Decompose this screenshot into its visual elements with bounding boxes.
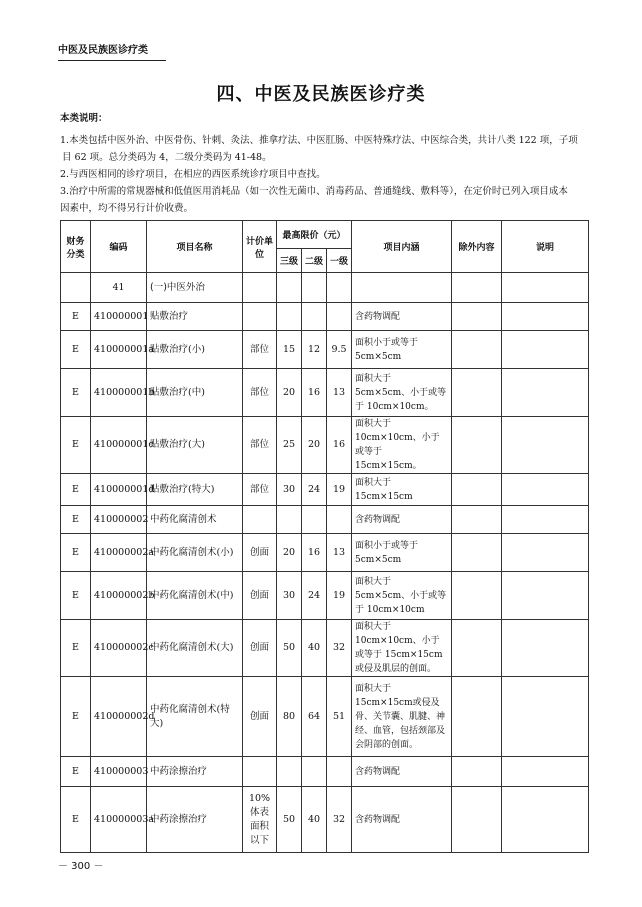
table-row [61,506,589,534]
cell-price-level2: 20 [302,417,327,474]
cell-content: 面积大于15cm×15cm或侵及骨、关节囊、肌腱、神经、血管，包括颈部及会阴部的创面。 [352,677,452,757]
cell-content: 面积大于 10cm×10cm、小于或等于 15cm×15cm。 [352,417,452,474]
table-row [61,534,589,572]
table-row [61,787,589,853]
cell-notes [502,787,589,853]
cell-notes [502,417,589,474]
header-max-price: 最高限价（元） [277,221,352,249]
cell-notes [502,303,589,331]
cell-unit: 部位 [243,369,277,417]
cell-category [61,273,91,303]
cell-price-level2: 24 [302,572,327,620]
cell-notes [502,506,589,534]
cell-excluded [452,620,502,677]
cell-content [352,273,452,303]
cell-category: E [61,474,91,506]
table-row [61,273,589,303]
cell-price-level1 [327,273,352,303]
table-row [61,757,589,787]
cell-excluded [452,331,502,369]
cell-notes [502,757,589,787]
cell-price-level2: 16 [302,369,327,417]
cell-unit [243,303,277,331]
cell-category: E [61,534,91,572]
cell-unit: 创面 [243,677,277,757]
cell-unit: 创面 [243,534,277,572]
cell-code: 410000002a [91,534,147,572]
table-row [61,474,589,506]
header-level1: 一级 [327,249,352,273]
table-row [61,620,589,677]
running-header: 中医及民族医诊疗类 [58,44,166,61]
cell-code: 410000001d [91,474,147,506]
table-row [61,572,589,620]
cell-category: E [61,417,91,474]
cell-excluded [452,417,502,474]
cell-notes [502,474,589,506]
table-row [61,677,589,757]
cell-excluded [452,534,502,572]
table-row [61,417,589,474]
cell-content: 含药物调配 [352,303,452,331]
cell-price-level2: 12 [302,331,327,369]
cell-price-level1: 51 [327,677,352,757]
header-content: 项目内涵 [352,221,452,273]
cell-notes [502,369,589,417]
cell-name: 贴敷治疗(大) [147,417,243,474]
cell-name: 贴敷治疗 [147,303,243,331]
cell-name: 贴敷治疗(小) [147,331,243,369]
cell-notes [502,331,589,369]
cell-excluded [452,506,502,534]
cell-excluded [452,677,502,757]
cell-unit: 创面 [243,572,277,620]
cell-unit: 创面 [243,620,277,677]
note-1: 1.本类包括中医外治、中医骨伤、针刺、灸法、推拿疗法、中医肛肠、中医特殊疗法、中医综合类，共计八类 122 项，子项 [60,135,578,146]
cell-code: 410000001c [91,417,147,474]
cell-price-level3 [277,506,302,534]
cell-content: 面积大于 5cm×5cm、小于或等于 10cm×10cm [352,572,452,620]
cell-code: 410000003a [91,787,147,853]
cell-code: 410000003 [91,757,147,787]
cell-name: (一)中医外治 [147,273,243,303]
cell-price-level3: 20 [277,369,302,417]
cell-unit: 10%体表面积以下 [243,787,277,853]
cell-content: 面积小于或等于 5cm×5cm [352,534,452,572]
cell-notes [502,677,589,757]
cell-name: 中药涂擦治疗 [147,787,243,853]
cell-price-level3: 15 [277,331,302,369]
cell-category: E [61,677,91,757]
table-row [61,303,589,331]
cell-code: 410000001b [91,369,147,417]
cell-price-level3 [277,303,302,331]
page-title: 四、中医及民族医诊疗类 [216,84,426,105]
cell-excluded [452,572,502,620]
header-notes: 说明 [502,221,589,273]
cell-price-level2: 24 [302,474,327,506]
cell-price-level1: 32 [327,620,352,677]
cell-price-level2 [302,273,327,303]
cell-code: 410000002d [91,677,147,757]
cell-unit: 部位 [243,474,277,506]
cell-price-level3 [277,273,302,303]
cell-unit: 部位 [243,331,277,369]
cell-price-level1: 32 [327,787,352,853]
cell-excluded [452,787,502,853]
cell-price-level1 [327,506,352,534]
cell-content: 面积大于 5cm×5cm、小于或等于 10cm×10cm。 [352,369,452,417]
cell-price-level2 [302,757,327,787]
page-number: － 300 － [58,861,104,872]
cell-content: 面积大于 10cm×10cm、小于或等于 15cm×15cm或侵及肌层的创面。 [352,620,452,677]
note-1-continued: 目 62 项。总分类码为 4，二级分类码为 41-48。 [62,152,272,163]
cell-category: E [61,369,91,417]
cell-notes [502,572,589,620]
cell-price-level3: 30 [277,474,302,506]
note-3-continued: 因素中，均不得另行计价收费。 [60,203,194,214]
header-level2: 二级 [302,249,327,273]
cell-price-level1: 16 [327,417,352,474]
cell-price-level2: 16 [302,534,327,572]
cell-excluded [452,273,502,303]
header-excluded: 除外内容 [452,221,502,273]
cell-name: 贴敷治疗(特大) [147,474,243,506]
cell-excluded [452,474,502,506]
cell-name: 中药化腐清创术(小) [147,534,243,572]
cell-category: E [61,506,91,534]
cell-price-level2: 64 [302,677,327,757]
cell-code: 410000001 [91,303,147,331]
cell-price-level3 [277,757,302,787]
header-name: 项目名称 [147,221,243,273]
cell-price-level3: 20 [277,534,302,572]
header-unit: 计价单位 [243,221,277,273]
cell-price-level2 [302,303,327,331]
cell-price-level1 [327,757,352,787]
cell-code: 410000002b [91,572,147,620]
cell-code: 410000002 [91,506,147,534]
cell-price-level1: 9.5 [327,331,352,369]
cell-name: 中药化腐清创术(大) [147,620,243,677]
cell-price-level1 [327,303,352,331]
cell-name: 中药涂擦治疗 [147,757,243,787]
cell-unit [243,506,277,534]
cell-category: E [61,757,91,787]
table-row [61,369,589,417]
cell-price-level1: 19 [327,474,352,506]
cell-name: 中药化腐清创术 [147,506,243,534]
cell-notes [502,534,589,572]
fee-schedule-table [60,220,589,853]
category-notes [60,110,590,217]
cell-price-level2: 40 [302,620,327,677]
cell-category: E [61,572,91,620]
cell-price-level3: 30 [277,572,302,620]
cell-price-level3: 25 [277,417,302,474]
cell-category: E [61,620,91,677]
cell-price-level1: 19 [327,572,352,620]
cell-price-level1: 13 [327,534,352,572]
header-category: 财务分类 [61,221,91,273]
cell-unit: 部位 [243,417,277,474]
cell-name: 中药化腐清创术(中) [147,572,243,620]
cell-code: 41 [91,273,147,303]
notes-heading: 本类说明： [60,113,108,124]
cell-content: 含药物调配 [352,757,452,787]
cell-notes [502,273,589,303]
cell-content: 面积小于或等于 5cm×5cm [352,331,452,369]
cell-price-level2 [302,506,327,534]
table-row [61,331,589,369]
cell-code: 410000001a [91,331,147,369]
cell-notes [502,620,589,677]
cell-category: E [61,787,91,853]
cell-content: 含药物调配 [352,787,452,853]
cell-content: 面积大于15cm×15cm [352,474,452,506]
header-level3: 三级 [277,249,302,273]
cell-name: 中药化腐清创术(特大) [147,677,243,757]
note-2: 2.与西医相同的诊疗项目，在相应的西医系统诊疗项目中查找。 [60,169,326,180]
cell-unit [243,273,277,303]
cell-price-level1: 13 [327,369,352,417]
cell-content: 含药物调配 [352,506,452,534]
note-3: 3.治疗中所需的常规器械和低值医用消耗品（如一次性无菌巾、消毒药品、普通缝线、敷料等），在定价时已列入项目成本 [60,186,568,197]
cell-name: 贴敷治疗(中) [147,369,243,417]
cell-excluded [452,369,502,417]
cell-excluded [452,303,502,331]
header-code: 编码 [91,221,147,273]
cell-unit [243,757,277,787]
cell-price-level3: 50 [277,787,302,853]
cell-category: E [61,331,91,369]
cell-code: 410000002c [91,620,147,677]
cell-category: E [61,303,91,331]
cell-price-level3: 80 [277,677,302,757]
cell-price-level2: 40 [302,787,327,853]
cell-excluded [452,757,502,787]
cell-price-level3: 50 [277,620,302,677]
